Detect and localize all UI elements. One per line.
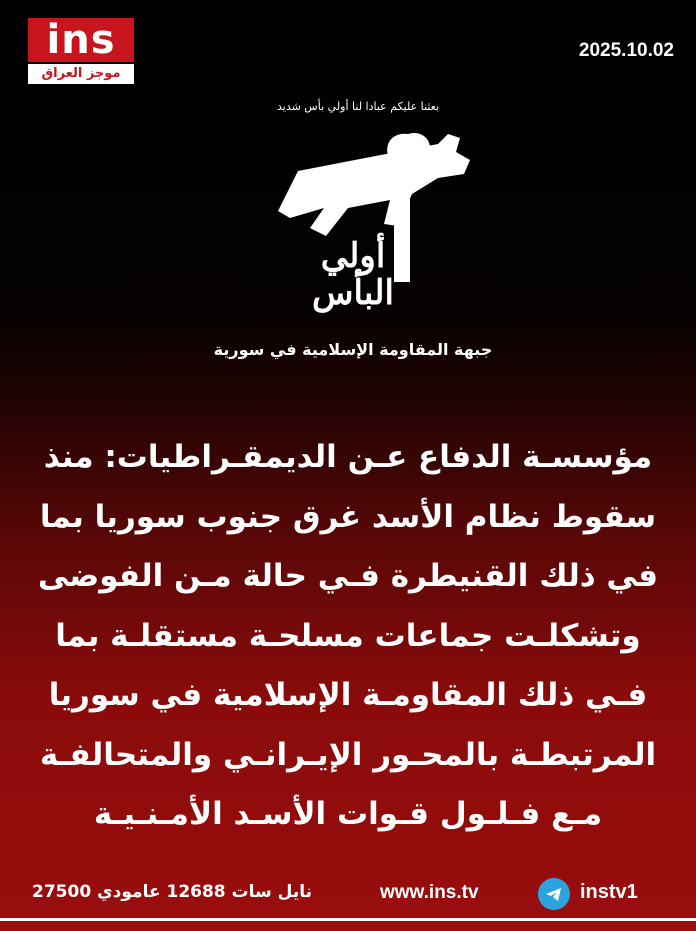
news-headline [26,428,670,845]
emblem-title-line2: البأس [312,273,394,314]
headline-line: مـع فـلـول قـوات الأسـد الأمـنـيـة [93,796,603,832]
post-date: 2025.10.02 [578,40,674,61]
group-emblem [198,88,508,368]
footer-bar [0,872,696,916]
satellite-frequency: نايل سات 12688 عامودي 27500 [32,882,312,902]
emblem-motto: بعثنا عليكم عبادا لنا أولي بأس شديد [276,100,440,113]
emblem-title-line1: أولي [320,236,386,276]
headline-line: سقوط نظام الأسد غرق جنوب سوريا بما [39,498,657,535]
logo-text: ins [28,18,134,62]
headline-line: فـي ذلك المقاومـة الإسلامية في سوريا [48,677,648,713]
logo-subtitle: موجز العراق [28,64,134,84]
headline-line: المرتبطـة بالمحـور الإيـرانـي والمتحالفـة [39,736,657,773]
brand-logo [28,18,134,84]
headline-line: مؤسسـة الدفاع عـن الديمقـراطيات: منذ [43,439,653,475]
footer-divider [0,918,696,921]
headline-line: وتشكلـت جماعات مسلحـة مستقلـة بما [55,617,641,654]
headline-line: في ذلك القنيطرة فـي حالة مـن الفوضى [37,558,659,594]
website-link[interactable]: www.ins.tv [380,882,479,903]
telegram-icon[interactable] [538,878,570,910]
emblem-title [238,238,468,313]
telegram-handle[interactable]: instv1 [580,881,638,903]
emblem-subtitle: جبهة المقاومة الإسلامية في سورية [213,340,493,359]
